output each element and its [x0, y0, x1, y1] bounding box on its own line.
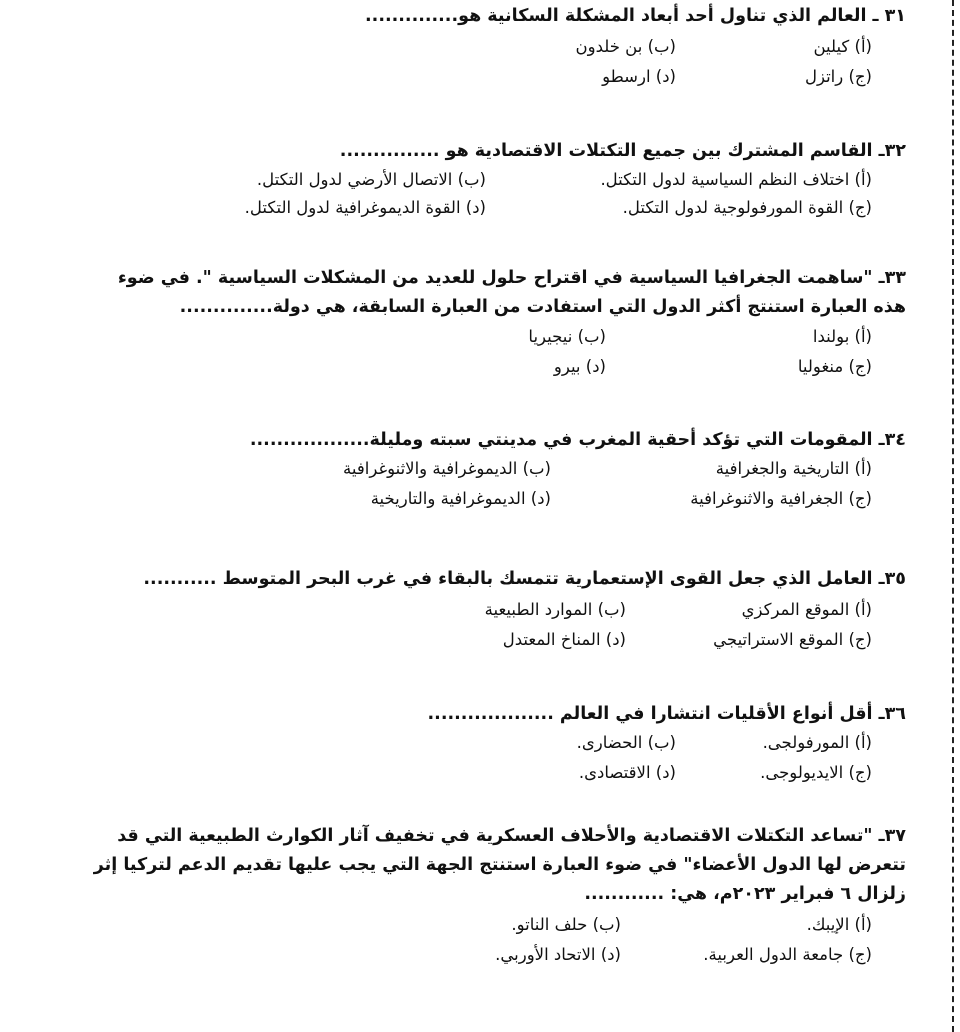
question-stem-line-2: هذه العبارة استنتج أكثر الدول التي استفادت من العبارة السابقة، هي دولة..............	[179, 297, 906, 317]
question-33	[6, 264, 906, 376]
option-b[interactable]: (ب) الموارد الطبيعية	[484, 600, 626, 619]
option-a[interactable]: (أ) اختلاف النظم السياسية لدول التكتل.	[600, 170, 872, 189]
option-a[interactable]: (أ) كيلين	[813, 37, 872, 56]
option-b[interactable]: (ب) نيجيريا	[528, 327, 606, 346]
option-c[interactable]: (ج) الايديولوجى.	[760, 763, 872, 782]
question-stem-line-1: ٣٣ـ "ساهمت الجغرافيا السياسية في اقتراح حلول للعديد من المشكلات السياسية ". في ضوء	[117, 268, 906, 288]
option-b[interactable]: (ب) الاتصال الأرضي لدول التكتل.	[256, 170, 486, 189]
option-c[interactable]: (ج) القوة المورفولوجية لدول التكتل.	[622, 198, 872, 217]
option-a[interactable]: (أ) الموقع المركزي	[741, 600, 872, 619]
option-a[interactable]: (أ) المورفولجى.	[762, 733, 872, 752]
question-34	[6, 426, 906, 508]
option-b[interactable]: (ب) حلف الناتو.	[511, 915, 621, 934]
option-a[interactable]: (أ) الإيبك.	[806, 915, 872, 934]
option-a[interactable]: (أ) بولندا	[812, 327, 872, 346]
question-stem: ٣٦ـ أقل أنواع الأقليات انتشارا في العالم ...................	[427, 704, 906, 724]
option-c[interactable]: (ج) جامعة الدول العربية.	[703, 945, 872, 964]
option-b[interactable]: (ب) بن خلدون	[575, 37, 676, 56]
question-stem-line-1: ٣٧ـ "تساعد التكتلات الاقتصادية والأحلاف العسكرية في تخفيف آثار الكوارث الطبيعية التي قد	[117, 826, 906, 846]
option-c[interactable]: (ج) راتزل	[804, 67, 872, 86]
option-b[interactable]: (ب) الديموغرافية والاثنوغرافية	[343, 459, 551, 478]
option-d[interactable]: (د) القوة الديموغرافية لدول التكتل.	[244, 198, 486, 217]
question-stem-line-3: زلزال ٦ فبراير ٢٠٢٣م، هي: ............	[584, 884, 906, 904]
question-31	[6, 2, 906, 86]
option-d[interactable]: (د) بيرو	[553, 357, 606, 376]
option-d[interactable]: (د) الديموغرافية والتاريخية	[370, 489, 551, 508]
question-stem: ٣٢ـ القاسم المشترك بين جميع التكتلات الاقتصادية هو ...............	[339, 141, 906, 161]
question-stem: ٣١ ـ العالم الذي تناول أحد أبعاد المشكلة السكانية هو..............	[365, 6, 906, 26]
question-36	[6, 700, 906, 782]
question-stem-line-2: تتعرض لها الدول الأعضاء" في ضوء العبارة استنتج الجهة التي يجب عليها تقديم الدعم لتركيا إثر	[93, 855, 906, 875]
option-d[interactable]: (د) الاقتصادى.	[578, 763, 676, 782]
question-35	[6, 565, 906, 649]
question-37	[6, 822, 906, 964]
option-c[interactable]: (ج) الموقع الاستراتيجي	[713, 630, 872, 649]
page-border	[952, 0, 954, 1032]
option-a[interactable]: (أ) التاريخية والجغرافية	[715, 459, 872, 478]
question-stem: ٣٥ـ العامل الذي جعل القوى الإستعمارية تتمسك بالبقاء في غرب البحر المتوسط ...........	[143, 569, 906, 589]
option-d[interactable]: (د) الاتحاد الأوربي.	[495, 945, 621, 964]
option-c[interactable]: (ج) منغوليا	[797, 357, 872, 376]
option-d[interactable]: (د) ارسطو	[602, 67, 676, 86]
option-b[interactable]: (ب) الحضارى.	[576, 733, 676, 752]
question-32	[6, 137, 906, 217]
option-c[interactable]: (ج) الجغرافية والاثنوغرافية	[690, 489, 872, 508]
option-d[interactable]: (د) المناخ المعتدل	[502, 630, 626, 649]
question-stem: ٣٤ـ المقومات التي تؤكد أحقية المغرب في مدينتي سبته ومليلة..................	[249, 430, 906, 450]
